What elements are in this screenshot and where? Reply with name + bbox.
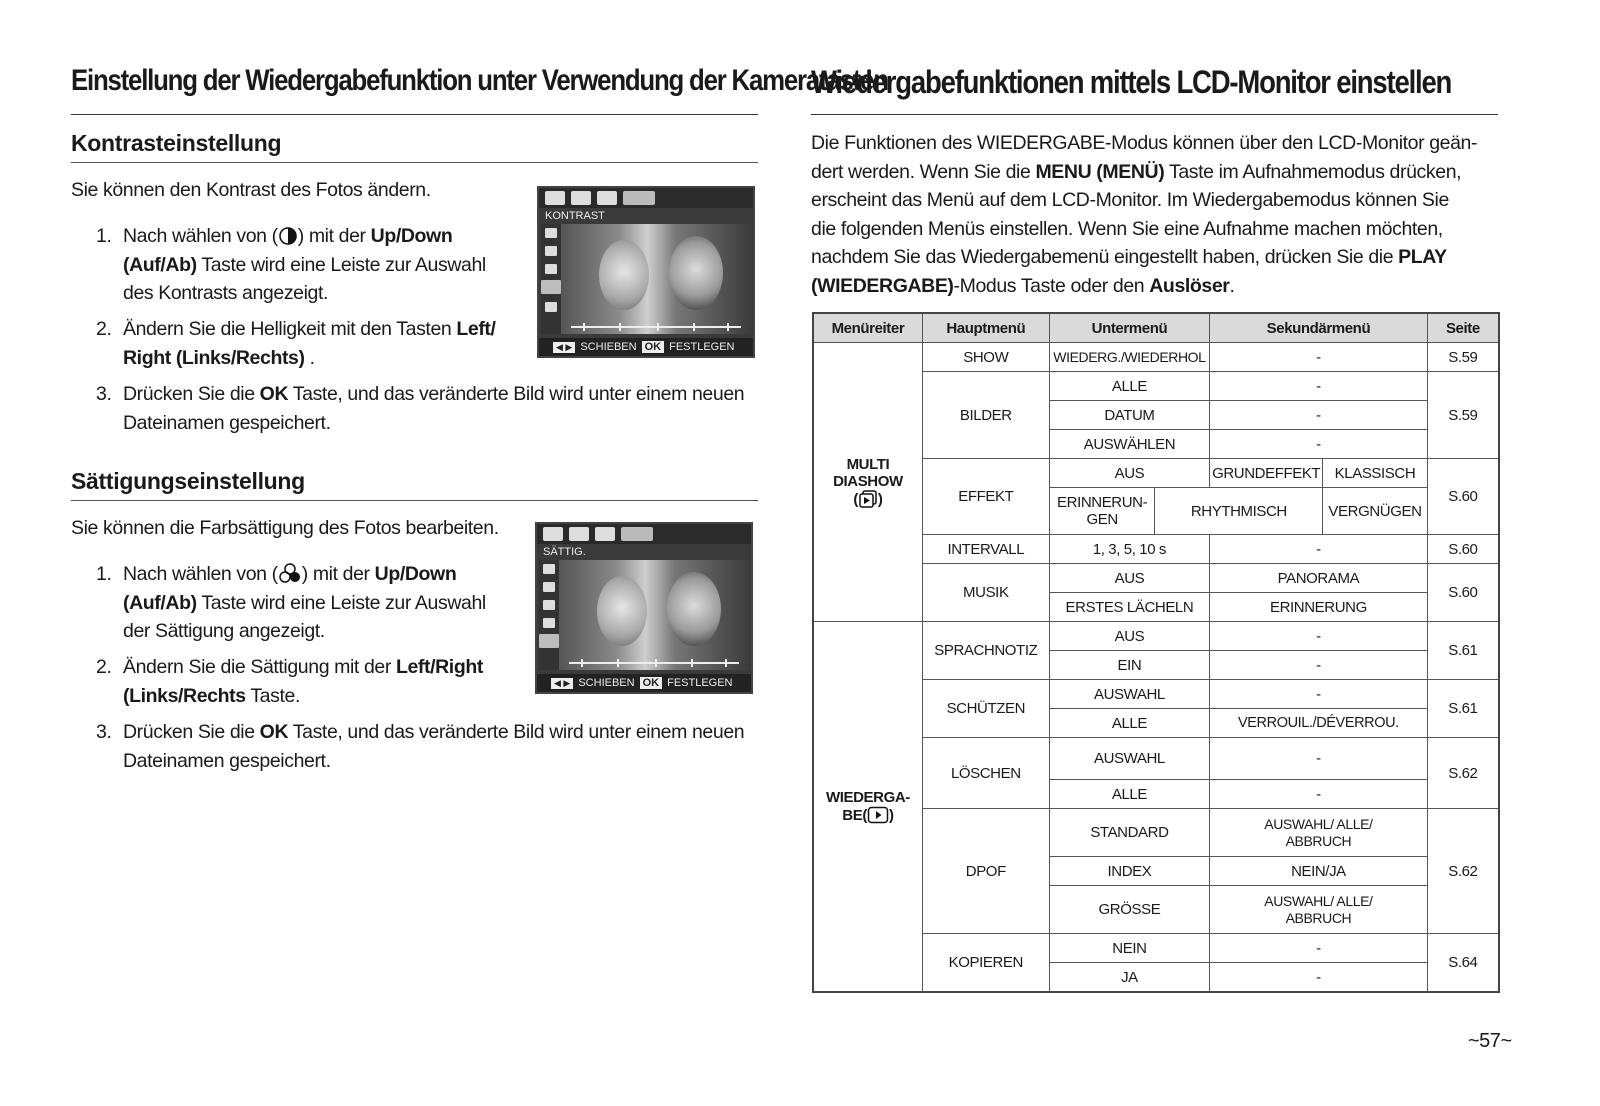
slider-tick bbox=[655, 659, 657, 667]
secondary-cell: PANORAMA bbox=[1210, 564, 1428, 593]
contrast-icon bbox=[543, 618, 555, 628]
sub-menu-cell: JA bbox=[1049, 963, 1209, 992]
hint-move: SCHIEBEN bbox=[578, 677, 635, 689]
step-number: 2. bbox=[96, 318, 112, 340]
slider-tick bbox=[583, 323, 585, 331]
main-menu-cell: INTERVALL bbox=[922, 535, 1049, 564]
secondary-cell: RHYTHMISCH bbox=[1155, 488, 1323, 535]
tab-multi-slideshow: MULTI DIASHOW ( ) bbox=[813, 343, 922, 622]
sub-menu-cell: AUSWÄHLEN bbox=[1049, 430, 1209, 459]
menu-icon bbox=[545, 228, 557, 238]
secondary-cell: - bbox=[1210, 780, 1428, 809]
saturation-icon bbox=[278, 562, 302, 584]
secondary-cell: - bbox=[1210, 622, 1428, 651]
title-rule bbox=[71, 114, 758, 115]
resize-icon bbox=[543, 527, 563, 541]
step-number: 1. bbox=[96, 225, 112, 247]
tab-playback: WIEDERGA- BE( ) bbox=[813, 622, 922, 992]
step-number: 1. bbox=[96, 563, 112, 585]
saturation-icon bbox=[545, 302, 557, 312]
section-rule bbox=[71, 500, 758, 501]
table-row bbox=[813, 622, 1499, 651]
secondary-cell: GRUNDEFFEKT bbox=[1210, 459, 1323, 488]
secondary-cell: - bbox=[1210, 401, 1428, 430]
lcd-tab-bar bbox=[537, 524, 751, 544]
level-slider bbox=[571, 326, 741, 328]
table-row bbox=[813, 343, 1499, 372]
saturation-step-2 bbox=[96, 653, 526, 713]
step-text: Drücken Sie die OK Taste, und das veränderte Bild wird unter einem neuen Dateinamen gespeichert. bbox=[123, 383, 745, 434]
brightness-icon bbox=[543, 600, 555, 610]
title-rule bbox=[811, 114, 1498, 115]
header-cell: Seite bbox=[1427, 313, 1499, 343]
sub-menu-cell: AUS bbox=[1049, 622, 1209, 651]
page-cell: S.59 bbox=[1427, 343, 1499, 372]
secondary-cell: - bbox=[1210, 651, 1428, 680]
secondary-cell: - bbox=[1210, 963, 1428, 992]
lcd-button-hints bbox=[539, 338, 753, 356]
left-right-icon: ◀ ▶ bbox=[551, 678, 573, 689]
rotate-icon bbox=[571, 191, 591, 205]
contrast-intro: Sie können den Kontrast des Fotos ändern. bbox=[71, 179, 431, 201]
main-menu-cell: SPRACHNOTIZ bbox=[922, 622, 1049, 680]
secondary-cell: - bbox=[1210, 535, 1428, 564]
hint-set: FESTLEGEN bbox=[669, 341, 735, 353]
lcd-side-menu bbox=[539, 560, 559, 670]
secondary-cell: - bbox=[1210, 680, 1428, 709]
lcd-tab-bar bbox=[539, 188, 753, 208]
page-cell: S.62 bbox=[1427, 809, 1499, 934]
play-icon bbox=[867, 806, 889, 824]
step-text: Nach wählen von ( ) mit der Up/Down (Auf/Ab) Taste wird eine Leiste zur Auswahl des Kontrasts angezeigt. bbox=[123, 225, 486, 304]
main-menu-cell: EFFEKT bbox=[922, 459, 1049, 535]
right-page-title: Wiedergabefunktionen mittels LCD-Monitor einstellen bbox=[811, 64, 1452, 100]
table-row bbox=[813, 313, 1499, 343]
main-menu-cell: BILDER bbox=[922, 372, 1049, 459]
lcd-label: KONTRAST bbox=[545, 210, 605, 222]
step-number: 3. bbox=[96, 721, 112, 743]
hint-set: FESTLEGEN bbox=[667, 677, 733, 689]
level-slider bbox=[569, 662, 739, 664]
rotate-icon bbox=[569, 527, 589, 541]
saturation-intro: Sie können die Farbsättigung des Fotos bearbeiten. bbox=[71, 517, 499, 539]
sub-menu-cell: AUSWAHL bbox=[1049, 680, 1209, 709]
page-cell: S.60 bbox=[1427, 459, 1499, 535]
sub-menu-cell: STANDARD bbox=[1049, 809, 1209, 857]
menu-icon bbox=[543, 564, 555, 574]
menu-icon bbox=[545, 246, 557, 256]
header-cell: Sekundärmenü bbox=[1210, 313, 1428, 343]
slideshow-icon bbox=[858, 490, 878, 508]
main-menu-cell: DPOF bbox=[922, 809, 1049, 934]
contrast-step-2 bbox=[96, 315, 526, 375]
sub-menu-cell: AUS bbox=[1049, 564, 1209, 593]
contrast-step-3 bbox=[96, 380, 766, 440]
step-text: Nach wählen von ( ) mit der Up/Down (Auf/Ab) Taste wird eine Leiste zur Auswahl der Sättigung angezeigt. bbox=[123, 563, 486, 642]
sample-photo bbox=[561, 224, 753, 334]
hint-move: SCHIEBEN bbox=[580, 341, 637, 353]
person-face bbox=[599, 240, 649, 310]
person-face bbox=[597, 576, 647, 646]
header-cell: Menüreiter bbox=[813, 313, 922, 343]
slider-tick bbox=[691, 659, 693, 667]
sub-menu-cell: EIN bbox=[1049, 651, 1209, 680]
secondary-cell: VERGNÜGEN bbox=[1323, 488, 1428, 535]
sub-menu-cell: INDEX bbox=[1049, 857, 1209, 886]
person-face bbox=[667, 572, 721, 646]
step-text: Ändern Sie die Helligkeit mit den Tasten Left/ Right (Links/Rechts) . bbox=[123, 318, 496, 369]
lcd-side-menu bbox=[541, 224, 561, 334]
page-cell: S.59 bbox=[1427, 372, 1499, 459]
resize-icon bbox=[545, 191, 565, 205]
palette-icon bbox=[597, 191, 617, 205]
step-number: 3. bbox=[96, 383, 112, 405]
sub-menu-cell: ALLE bbox=[1049, 780, 1209, 809]
slider-tick bbox=[581, 659, 583, 667]
sub-menu-cell: AUSWAHL bbox=[1049, 738, 1209, 780]
main-menu-cell: MUSIK bbox=[922, 564, 1049, 622]
header-cell: Hauptmenü bbox=[922, 313, 1049, 343]
saturation-lcd-screenshot bbox=[535, 522, 753, 694]
left-right-icon: ◀ ▶ bbox=[553, 342, 575, 353]
page-number: ~57~ bbox=[1468, 1030, 1512, 1052]
saturation-step-1 bbox=[96, 560, 526, 650]
palette-icon bbox=[595, 527, 615, 541]
sub-menu-cell: ALLE bbox=[1049, 372, 1209, 401]
step-number: 2. bbox=[96, 656, 112, 678]
sub-menu-cell: AUS bbox=[1049, 459, 1209, 488]
contrast-icon bbox=[278, 226, 298, 246]
sub-menu-cell: ERINNERUN-GEN bbox=[1049, 488, 1155, 535]
secondary-cell: VERROUIL./DÉVERROU. bbox=[1210, 709, 1428, 738]
slider-tick bbox=[617, 659, 619, 667]
secondary-cell: KLASSISCH bbox=[1323, 459, 1428, 488]
page-cell: S.60 bbox=[1427, 535, 1499, 564]
contrast-lcd-screenshot bbox=[537, 186, 755, 358]
main-menu-cell: LÖSCHEN bbox=[922, 738, 1049, 809]
slider-tick bbox=[693, 323, 695, 331]
left-page-title: Einstellung der Wiedergabefunktion unter Verwendung der Kameratasten bbox=[71, 64, 888, 97]
contrast-step-1 bbox=[96, 222, 526, 304]
image-adjust-icon bbox=[623, 191, 655, 205]
page-cell: S.61 bbox=[1427, 680, 1499, 738]
person-face bbox=[669, 236, 723, 310]
main-menu-cell: SCHÜTZEN bbox=[922, 680, 1049, 738]
step-text: Drücken Sie die OK Taste, und das veränderte Bild wird unter einem neuen Dateinamen gespeichert. bbox=[123, 721, 745, 772]
saturation-step-3 bbox=[96, 718, 766, 778]
hint-ok: OK bbox=[640, 677, 663, 689]
step-text: Ändern Sie die Sättigung mit der Left/Right (Links/Rechts Taste. bbox=[123, 656, 483, 707]
slider-tick bbox=[727, 323, 729, 331]
secondary-cell: NEIN/JA bbox=[1210, 857, 1428, 886]
brightness-icon bbox=[545, 264, 557, 274]
page-cell: S.60 bbox=[1427, 564, 1499, 622]
secondary-cell: - bbox=[1210, 430, 1428, 459]
section-rule bbox=[71, 162, 758, 163]
header-cell: Untermenü bbox=[1049, 313, 1209, 343]
menu-icon bbox=[543, 582, 555, 592]
secondary-cell: - bbox=[1210, 372, 1428, 401]
saturation-heading: Sättigungseinstellung bbox=[71, 468, 305, 494]
sub-menu-cell: DATUM bbox=[1049, 401, 1209, 430]
main-menu-cell: KOPIEREN bbox=[922, 934, 1049, 992]
slider-tick bbox=[619, 323, 621, 331]
secondary-cell: - bbox=[1210, 343, 1428, 372]
hint-ok: OK bbox=[642, 341, 665, 353]
slider-tick bbox=[657, 323, 659, 331]
image-adjust-icon bbox=[621, 527, 653, 541]
secondary-cell: AUSWAHL/ ALLE/ ABBRUCH bbox=[1210, 809, 1428, 857]
secondary-cell: - bbox=[1210, 738, 1428, 780]
playback-menu-table bbox=[812, 312, 1500, 993]
secondary-cell: ERINNERUNG bbox=[1210, 593, 1428, 622]
sub-menu-cell: ALLE bbox=[1049, 709, 1209, 738]
contrast-heading: Kontrasteinstellung bbox=[71, 130, 282, 156]
sub-menu-cell: NEIN bbox=[1049, 934, 1209, 963]
intro-paragraph: Die Funktionen des WIEDERGABE-Modus können über den LCD-Monitor geän- dert werden. Wenn Sie die MENU (MENÜ) Taste im Aufnahmemodus drücken, erscheint das Menü auf dem LCD-Monitor. Im Wiedergabemodus können Sie die folgenden Menüs einstellen. Wenn Sie eine Aufnahme machen möchten, nachdem Sie das Wiedergabemenü eingestellt haben, drücken Sie die PLAY (WIEDERGABE)-Modus Taste oder den Auslöser. bbox=[811, 132, 1478, 297]
page-cell: S.64 bbox=[1427, 934, 1499, 992]
page-cell: S.62 bbox=[1427, 738, 1499, 809]
sub-menu-cell: WIEDERG./WIEDERHOL bbox=[1049, 343, 1209, 372]
sub-menu-cell: GRÖSSE bbox=[1049, 886, 1209, 934]
sample-photo bbox=[559, 560, 751, 670]
sub-menu-cell: ERSTES LÄCHELN bbox=[1049, 593, 1209, 622]
lcd-label: SÄTTIG. bbox=[543, 546, 586, 558]
page-cell: S.61 bbox=[1427, 622, 1499, 680]
secondary-cell: - bbox=[1210, 934, 1428, 963]
main-menu-cell: SHOW bbox=[922, 343, 1049, 372]
lcd-button-hints bbox=[537, 674, 751, 692]
secondary-cell: AUSWAHL/ ALLE/ ABBRUCH bbox=[1210, 886, 1428, 934]
saturation-icon bbox=[539, 634, 559, 648]
sub-menu-cell: 1, 3, 5, 10 s bbox=[1049, 535, 1209, 564]
contrast-icon bbox=[541, 280, 561, 294]
slider-tick bbox=[725, 659, 727, 667]
